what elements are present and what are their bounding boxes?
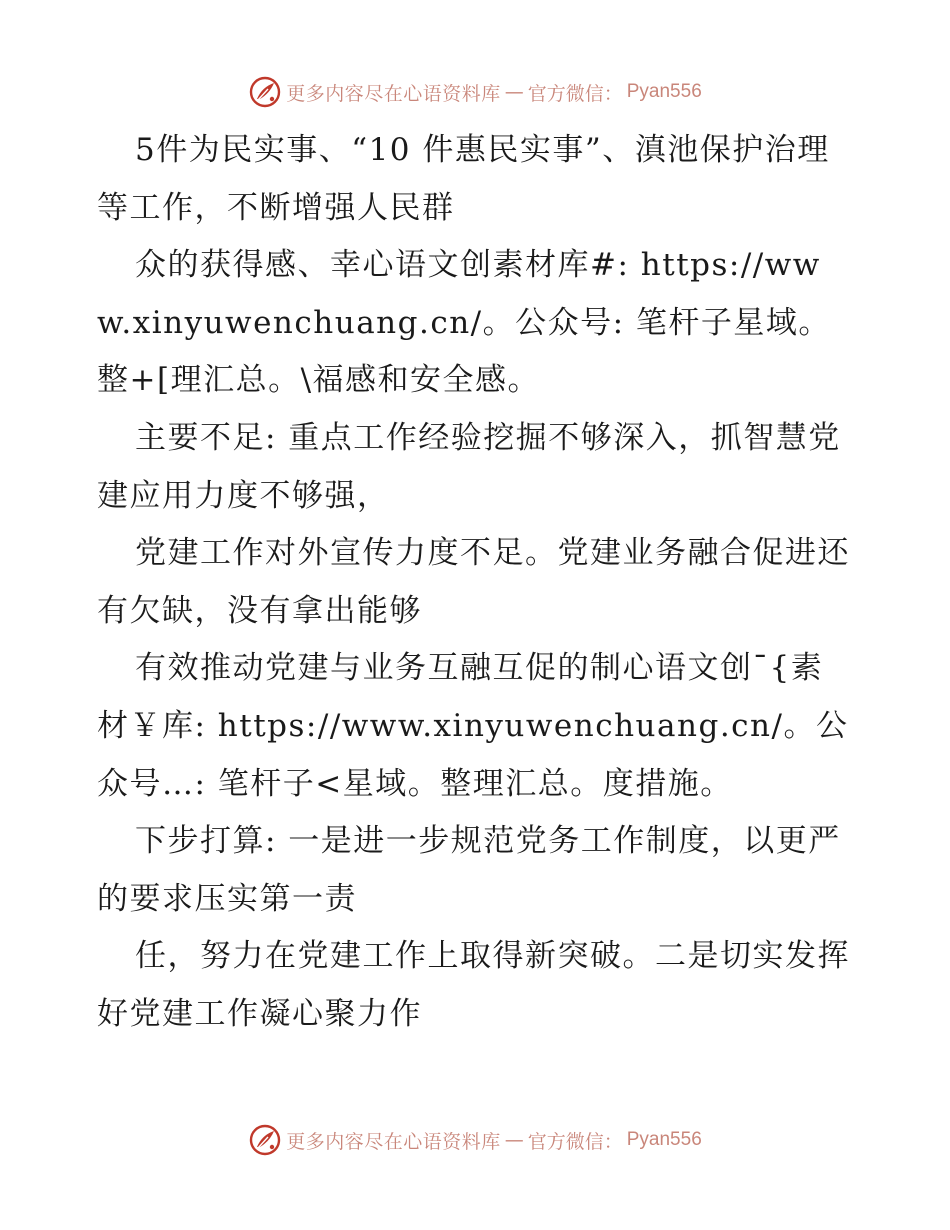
header-banner-inner xyxy=(248,75,702,109)
header-separator: — xyxy=(504,81,524,103)
header-wechat-id: Pyan556 xyxy=(626,81,702,102)
paragraph-1: 5件为民实事、“10 件惠民实事”、滇池保护治理等工作，不断增强人民群 xyxy=(97,132,830,226)
header-tagline: 更多内容尽在心语资料库 xyxy=(286,82,501,105)
footer-banner-inner xyxy=(248,1123,702,1157)
footer-separator: — xyxy=(504,1129,524,1151)
footer-banner xyxy=(0,1120,950,1160)
paragraph-5: 有效推动党建与业务互融互促的制心语文创¯{素材￥库: https://www.xinyuwenchuang.cn/。公众号…: 笔杆子<星域。整理汇总。度措施。 xyxy=(97,650,849,802)
header-wechat-label: 官方微信： xyxy=(527,82,623,105)
footer-wechat-label: 官方微信： xyxy=(527,1130,623,1153)
paragraph-7: 任，努力在党建工作上取得新突破。二是切实发挥好党建工作凝心聚力作 xyxy=(97,938,850,1032)
document-body xyxy=(97,122,853,1044)
quill-circle-logo-icon xyxy=(248,1123,282,1157)
quill-circle-logo-icon xyxy=(248,75,282,109)
paragraph-4: 党建工作对外宣传力度不足。党建业务融合促进还有欠缺，没有拿出能够 xyxy=(97,535,850,629)
footer-tagline: 更多内容尽在心语资料库 xyxy=(286,1130,501,1153)
header-banner xyxy=(0,72,950,112)
paragraph-6: 下步打算: 一是进一步规范党务工作制度，以更严的要求压实第一责 xyxy=(97,823,841,917)
paragraph-2: 众的获得感、幸心语文创素材库#: https://www.xinyuwenchuang.cn/。公众号: 笔杆子星域。整+[理汇总。\福感和安全感。 xyxy=(97,247,831,399)
paragraph-3: 主要不足: 重点工作经验挖掘不够深入，抓智慧党建应用力度不够强， xyxy=(97,419,841,514)
footer-wechat-id: Pyan556 xyxy=(626,1129,702,1150)
